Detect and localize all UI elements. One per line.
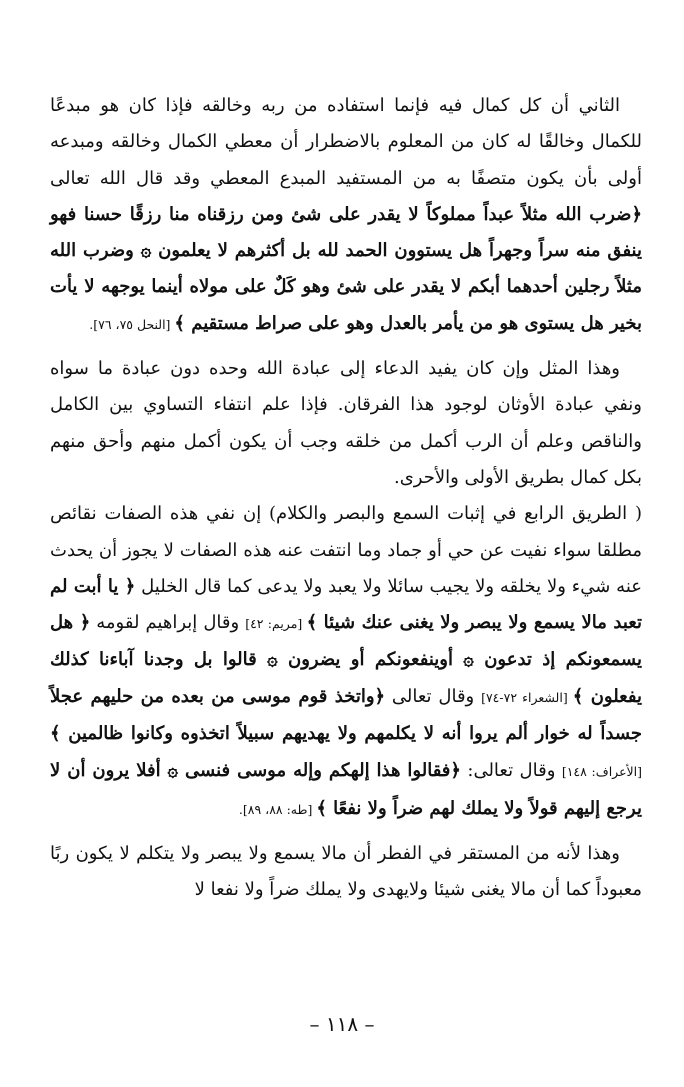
verse-reference-maryam: [مريم: ٤٢]	[245, 616, 307, 632]
page-number: – ١١٨ –	[309, 1012, 375, 1036]
paragraph-3	[50, 496, 642, 828]
paragraph-4-text: وهذا لأنه من المستقر في الفطر أن مالا يسمع ولا يبصر ولا يتكلم لا يكون ربًا معبوداً كما أن مالا يغنى شيئا ولايهدى ولا يملك ضراً ولا نفعا لا	[50, 842, 642, 901]
quran-verse-taha: ﴿فقالوا هذا إلهكم وإله موسى فنسى ۞ أفلا يرون أن لا يرجع إليهم قولاً ولا يملك لهم ضراً ولا نفعًا ﴾	[50, 760, 642, 819]
verse-reference-araf: [الأعراف: ١٤٨]	[561, 764, 643, 780]
quran-verse-maryam: ﴿ يا أبت لم تعبد مالا يسمع ولا يبصر ولا يغنى عنك شيئا ﴾	[50, 575, 642, 634]
paragraph-3-text-intro: ( الطريق الرابع في إثبات السمع والبصر والكلام) إن نفي هذه الصفات نقائص مطلقا سواء نفيت عن حي أو جماد وما انتفت عنه هذه الصفات لا يجوز أن يحدث عنه شيء ولا يخلقه ولا يجيب سائلا ولا يعبد ولا يدعى كما قال الخليل	[50, 503, 642, 597]
page-body	[50, 88, 642, 909]
paragraph-2	[50, 351, 642, 496]
verse-reference-nahl: [النحل ٧٥، ٧٦].	[89, 316, 175, 332]
verse-reference-taha: [طه: ٨٨، ٨٩].	[238, 801, 317, 817]
paragraph-3-text-ibrahim: وقال إبراهيم لقومه	[90, 612, 246, 634]
paragraph-3-text-wa-qala-2: وقال تعالى:	[460, 760, 562, 782]
paragraph-1-text: الثاني أن كل كمال فيه فإنما استفاده من ربه وخالقه فإذا كان هو مبدعًا للكمال وخالقًا له كان من المعلوم بالاضطرار أن معطي الكمال وخالقه ومبدعه أولى بأن يكون متصفًا به من المستفيد المبدع المعطي وقد قال الله تعالى	[50, 95, 642, 189]
paragraph-1	[50, 88, 642, 343]
quran-verse-nahl: ﴿ضرب الله مثلاً عبداً مملوكاً لا يقدر على شئ ومن رزقناه منا رزقًا حسنا فهو ينفق منه سراً وجهراً هل يستوون الحمد لله بل أكثرهم لا يعلمون ۞ وضرب الله مثلاً رجلين أحدهما أبكم لا يقدر على شئ وهو كَلٌ على مولاه أينما يوجهه لا يأت بخير هل يستوى هو من يأمر بالعدل وهو على صراط مستقيم ﴾	[50, 203, 642, 334]
quran-verse-shuara: ﴿ هل يسمعونكم إذ تدعون ۞ أوينفعونكم أو يضرون ۞ قالوا بل وجدنا آباءنا كذلك يفعلون ﴾	[50, 612, 642, 707]
verse-reference-shuara: [الشعراء ٧٢-٧٤]	[481, 689, 573, 705]
quran-verse-araf: ﴿واتخذ قوم موسى من بعده من حليهم عجلاً جسداً له خوار ألم يروا أنه لا يكلمهم ولا يهديهم سبيلاً اتخذوه وكانوا ظالمين ﴾	[50, 685, 642, 745]
paragraph-2-text: وهذا المثل وإن كان يفيد الدعاء إلى عبادة الله وحده دون عبادة ما سواه ونفي عبادة الأوثان لوجود هذا الفرقان. فإذا علم انتفاء التساوي بين الكامل والناقص وعلم أن الرب أكمل من خلقه وجب أن يكون أكمل منهم وأحق منهم بكل كمال بطريق الأولى والأحرى.	[50, 358, 642, 488]
paragraph-4	[50, 836, 642, 909]
paragraph-3-text-wa-qala-1: وقال تعالى	[385, 685, 482, 707]
